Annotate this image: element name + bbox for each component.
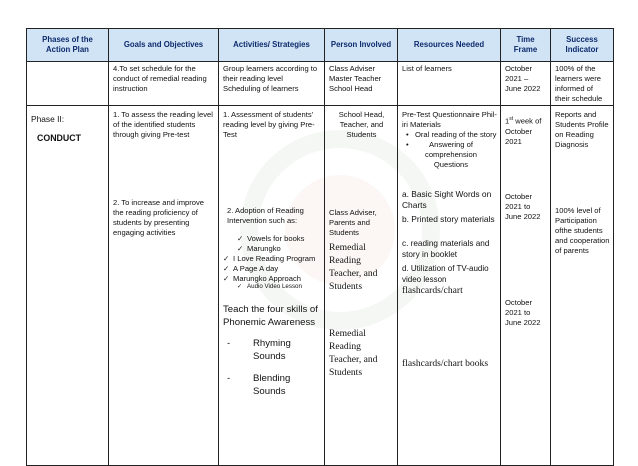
resource-d-flashcards: flashcards/chart [402, 285, 463, 297]
time-1-number: 1 [505, 116, 510, 126]
goal-1: 1. To assess the reading level of the identified students through giving Pre-test [113, 110, 213, 140]
activity-2-title: 2. Adoption of Reading Intervention such as: [227, 206, 304, 226]
prev-success-cell: 100% of the learners were informed of their schedule [551, 62, 614, 106]
resource-pretest-title: Pre-Test Questionnaire Phil-iri Materials [402, 110, 497, 130]
activity-item-i-love-reading: ✓ I Love Reading Program [223, 254, 321, 264]
activity-item-marungko: ✓ Marungko [237, 244, 321, 254]
person-2-remedial: Remedial Reading Teacher, and Students [329, 242, 378, 293]
header-activities: Activities/ Strategies [219, 29, 325, 62]
resource-oral-reading: • Oral reading of the story [406, 130, 497, 140]
time-2: October 2021 to June 2022 [505, 192, 541, 222]
goal-2: 2. To increase and improve the reading proficiency of students by presenting engaging activities [113, 198, 205, 238]
teach-list [223, 338, 321, 398]
phase-cell [27, 106, 109, 466]
time-1-suffix: st [509, 116, 514, 123]
prev-activities-cell: Group learners according to their reading level Scheduling of learners [219, 62, 325, 106]
resource-flashcards-books: flashcards/chart books [402, 358, 489, 370]
prev-person-cell: Class Adviser Master Teacher School Head [325, 62, 398, 106]
table-row-schedule [27, 62, 614, 106]
prev-resources-cell: List of learners [398, 62, 501, 106]
teach-item-rhyming: - Rhyming Sounds [223, 338, 321, 363]
success-cell [551, 106, 614, 466]
person-1: School Head, Teacher, and Students [338, 110, 385, 140]
phase-label: Phase II: [31, 114, 65, 125]
activity-1: 1. Assessment of students' reading level by giving Pre-Test [223, 110, 315, 140]
action-plan-table [26, 28, 614, 466]
activity-item-audio-video: ✓ Audio Video Lesson [237, 283, 321, 291]
activities-cell [219, 106, 325, 466]
header-success: Success Indicator [551, 29, 614, 62]
activity-2 [223, 206, 321, 291]
resource-answering: • Answering of comprehension Questions [406, 140, 497, 170]
resource-c: c. reading materials and story in booklet [402, 239, 490, 260]
table-row-conduct [27, 106, 614, 466]
teach-title: Teach the four skills of Phonemic Awareness [223, 304, 318, 328]
header-person: Person Involved [325, 29, 398, 62]
header-goals: Goals and Objectives [109, 29, 219, 62]
resource-d-text: d. Utilization of TV-audio video lesson [402, 264, 489, 284]
person-3-remedial: Remedial Reading Teacher, and Students [329, 328, 378, 379]
activity-item-marungko-approach: ✓ Marungko Approach [223, 274, 321, 284]
time-3: October 2021 to June 2022 [505, 298, 541, 328]
teach-item-blending: - Blending Sounds [223, 373, 321, 398]
success-1: Reports and Students Profile on Reading Diagnosis [555, 110, 609, 150]
prev-phase-cell [27, 62, 109, 106]
header-time: Time Frame [501, 29, 551, 62]
activity-item-vowels: ✓ Vowels for books [237, 234, 321, 244]
prev-goals-cell: 4.To set schedule for the conduct of remedial reading instruction [109, 62, 219, 106]
header-phases: Phases of the Action Plan [27, 29, 109, 62]
header-resources: Resources Needed [398, 29, 501, 62]
resource-b: b. Printed story materials [402, 214, 495, 225]
person-2: Class Adviser, Parents and Students [329, 208, 377, 238]
time-1-rest: week of October 2021 [505, 116, 542, 146]
goals-cell [109, 106, 219, 466]
time-1 [505, 116, 547, 146]
time-cell [501, 106, 551, 466]
resources-pretest [402, 110, 497, 169]
activity-item-a-page-a-day: ✓ A Page A day [223, 264, 321, 274]
resources-cell [398, 106, 501, 466]
resource-a: a. Basic Sight Words on Charts [402, 189, 492, 211]
phase-name: CONDUCT [37, 133, 81, 144]
header-row [27, 29, 614, 62]
success-2: 100% level of Participation ofthe students and cooperation of parents [555, 206, 610, 255]
prev-time-cell: October 2021 – June 2022 [501, 62, 551, 106]
person-cell [325, 106, 398, 466]
resource-d [402, 264, 497, 298]
